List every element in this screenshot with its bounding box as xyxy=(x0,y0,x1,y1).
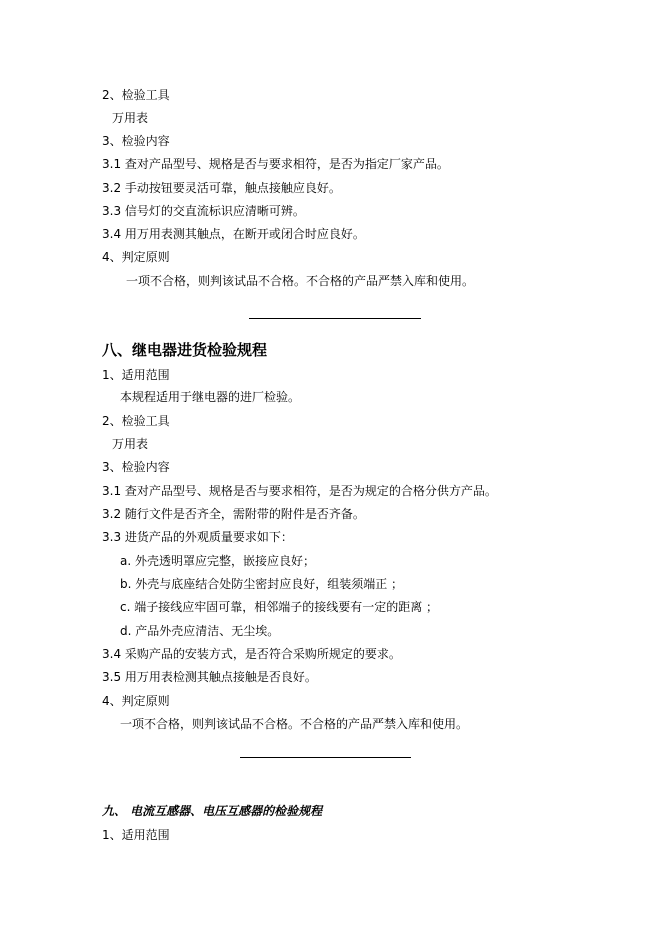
content-item-3-3: 3.3 信号灯的交直流标识应清晰可辨。 xyxy=(102,204,305,218)
content-item-3-2: 3.2 随行文件是否齐全，需附带的附件是否齐备。 xyxy=(102,507,365,521)
sub-item-a: a. 外壳透明罩应完整，嵌接应良好； xyxy=(120,554,315,568)
content-item-3-1: 3.1 查对产品型号、规格是否与要求相符，是否为规定的合格分供方产品。 xyxy=(102,484,497,498)
scope-text: 本规程适用于继电器的进厂检验。 xyxy=(120,390,301,404)
section-title-9: 九、 电流互感器、电压互感器的检验规程 xyxy=(102,804,323,818)
sub-item-d: d. 产品外壳应清洁、无尘埃。 xyxy=(120,624,280,638)
scope-heading: 1、适用范围 xyxy=(102,368,170,382)
content-item-3-2: 3.2 手动按钮要灵活可靠，触点接触应良好。 xyxy=(102,181,341,195)
content-heading: 3、检验内容 xyxy=(102,460,170,474)
section-title-8: 八、继电器进货检验规程 xyxy=(102,341,268,359)
content-item-3-3: 3.3 进货产品的外观质量要求如下： xyxy=(102,530,293,544)
tools-item: 万用表 xyxy=(112,437,149,451)
criteria-heading: 4、判定原则 xyxy=(102,694,170,708)
content-item-3-1: 3.1 查对产品型号、规格是否与要求相符，是否为指定厂家产品。 xyxy=(102,157,449,171)
section-divider xyxy=(249,318,421,319)
content-item-3-5: 3.5 用万用表检测其触点接触是否良好。 xyxy=(102,670,317,684)
criteria-heading: 4、判定原则 xyxy=(102,250,170,264)
sub-item-c: c. 端子接线应牢固可靠，相邻端子的接线要有一定的距离 ； xyxy=(120,600,439,614)
tools-heading: 2、检验工具 xyxy=(102,414,170,428)
criteria-text: 一项不合格，则判该试品不合格。不合格的产品严禁入库和使用。 xyxy=(120,717,469,731)
content-item-3-4: 3.4 用万用表测其触点，在断开或闭合时应良好。 xyxy=(102,227,365,241)
content-heading: 3、检验内容 xyxy=(102,134,170,148)
tools-heading: 2、检验工具 xyxy=(102,88,170,102)
criteria-text: 一项不合格，则判该试品不合格。不合格的产品严禁入库和使用。 xyxy=(126,274,475,288)
scope-heading: 1、适用范围 xyxy=(102,828,170,842)
sub-item-b: b. 外壳与底座结合处防尘密封应良好，组装须端正 ； xyxy=(120,577,404,591)
content-item-3-4: 3.4 采购产品的安装方式，是否符合采购所规定的要求。 xyxy=(102,647,401,661)
tools-item: 万用表 xyxy=(112,111,149,125)
section-divider xyxy=(240,757,411,758)
